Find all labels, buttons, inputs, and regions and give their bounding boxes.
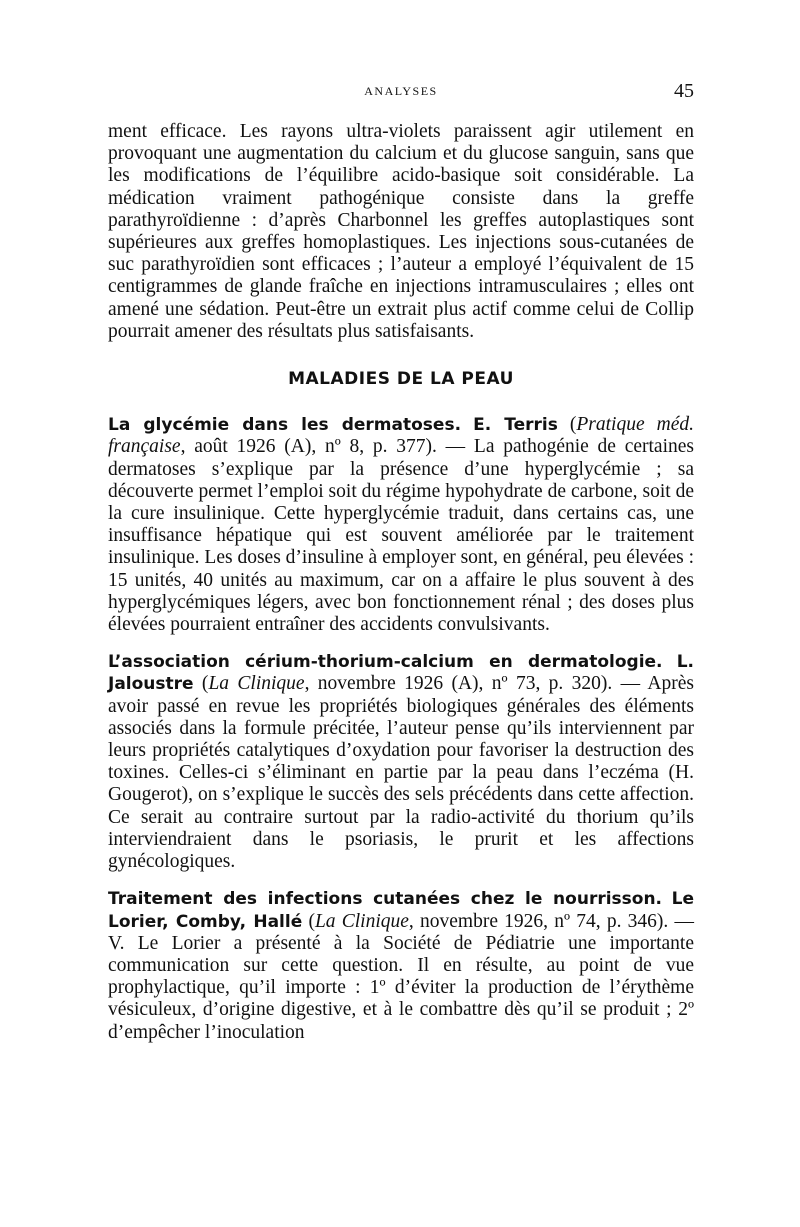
entry-title: Traitement des infections cutanées chez le nourrisson. — [108, 889, 663, 910]
entry-author: Le Lorier, Comby, Hallé — [108, 889, 694, 932]
entry-glycemie — [108, 414, 694, 636]
entry-author: L. Jaloustre — [108, 652, 694, 695]
reference-details: , août 1926 (A), nº 8, p. 377). — — [180, 436, 474, 458]
reference-open: ( — [557, 414, 577, 436]
reference-details: , novembre 1926, nº 74, p. 346). — — [408, 910, 694, 932]
reference-open: ( — [302, 910, 315, 932]
entry-title: La glycémie dans les dermatoses. — [108, 415, 462, 436]
entry-body: V. Le Lorier a présenté à la Société de Pédiatrie une importante communication sur cette question. Il en résulte, au point de vue prophylactique, qu’il importe : 1º d’éviter la production de l’érythème vésiculeux, d’origine digestive, et à le combattre dès qu’il se produit ; 2º d’empêcher l’inoculation — [108, 932, 694, 1043]
reference-details: , novembre 1926 (A), nº 73, p. 320). — — [304, 673, 648, 695]
entry-body: Après avoir passé en revue les propriétés biologiques générales des éléments associés dans la formule précitée, l’auteur pense qu’ils interviennent par leurs propriétés catalytiques d’oxydation pour favoriser la destruction des toxines. Celles-ci s’éliminant en partie par la peau dans l’eczéma (H. Gougerot), on s’explique le succès des sels précédents dans cette affection. Ce serait au contraire surtout par la radio-activité du thorium qu’ils interviendraient dans le psoriasis, le prurit et les affections gynécologiques. — [108, 673, 694, 873]
section-heading: MALADIES DE LA PEAU — [288, 369, 514, 390]
entry-nourrisson — [108, 888, 694, 1043]
entry-title: L’association cérium-thorium-calcium en dermatologie. — [108, 652, 663, 673]
page-header — [108, 82, 694, 106]
intro-paragraph: ment efficace. Les rayons ultra-violets paraissent agir utilement en provoquant une augmentation du calcium et du glucose sanguin, sans que les modifications de l’équilibre acido-basique soit considérable. La médication vraiment pathogénique consiste dans la greffe parathyroïdienne : d’après Charbonnel les greffes autoplastiques sont supérieures aux greffes homoplastiques. Les injections sous-cutanées de suc parathyroïdien sont efficaces ; l’auteur a employé l’équivalent de 15 centigrammes de glande fraîche en injections intramusculaires ; elles ont amené une sédation. Peut-être un extrait plus actif comme celui de Collip pourrait amener des résultats plus satisfaisants. — [108, 121, 694, 342]
reference-open: ( — [193, 673, 209, 695]
entry-cerium-thorium — [108, 651, 694, 873]
page-body — [108, 121, 694, 1044]
running-title: ANALYSES — [364, 84, 438, 98]
entry-body: La pathogénie de certaines dermatoses s’explique par la présence d’une hyperglycémie ; sa découverte permet l’emploi soit du régime hypohydrate de carbone, soit de la cure insulinique. Cette hyperglycémie traduit, dans certains cas, une insuffisance hépatique qui est souvent améliorée par le traitement insulinique. Les doses d’insuline à employer sont, en général, peu élevées : 15 unités, 40 unités au maximum, car on a affaire le plus souvent à des hyperglycémiques légers, avec bon fonctionnement rénal ; des doses plus élevées pourraient entraîner des accidents convulsivants. — [108, 436, 694, 636]
journal-name: La Clinique — [208, 673, 305, 695]
journal-name: Pratique méd. française — [108, 414, 695, 458]
entry-author: E. Terris — [473, 415, 558, 436]
page-number: 45 — [674, 80, 694, 102]
journal-name: La Clinique — [314, 910, 409, 932]
